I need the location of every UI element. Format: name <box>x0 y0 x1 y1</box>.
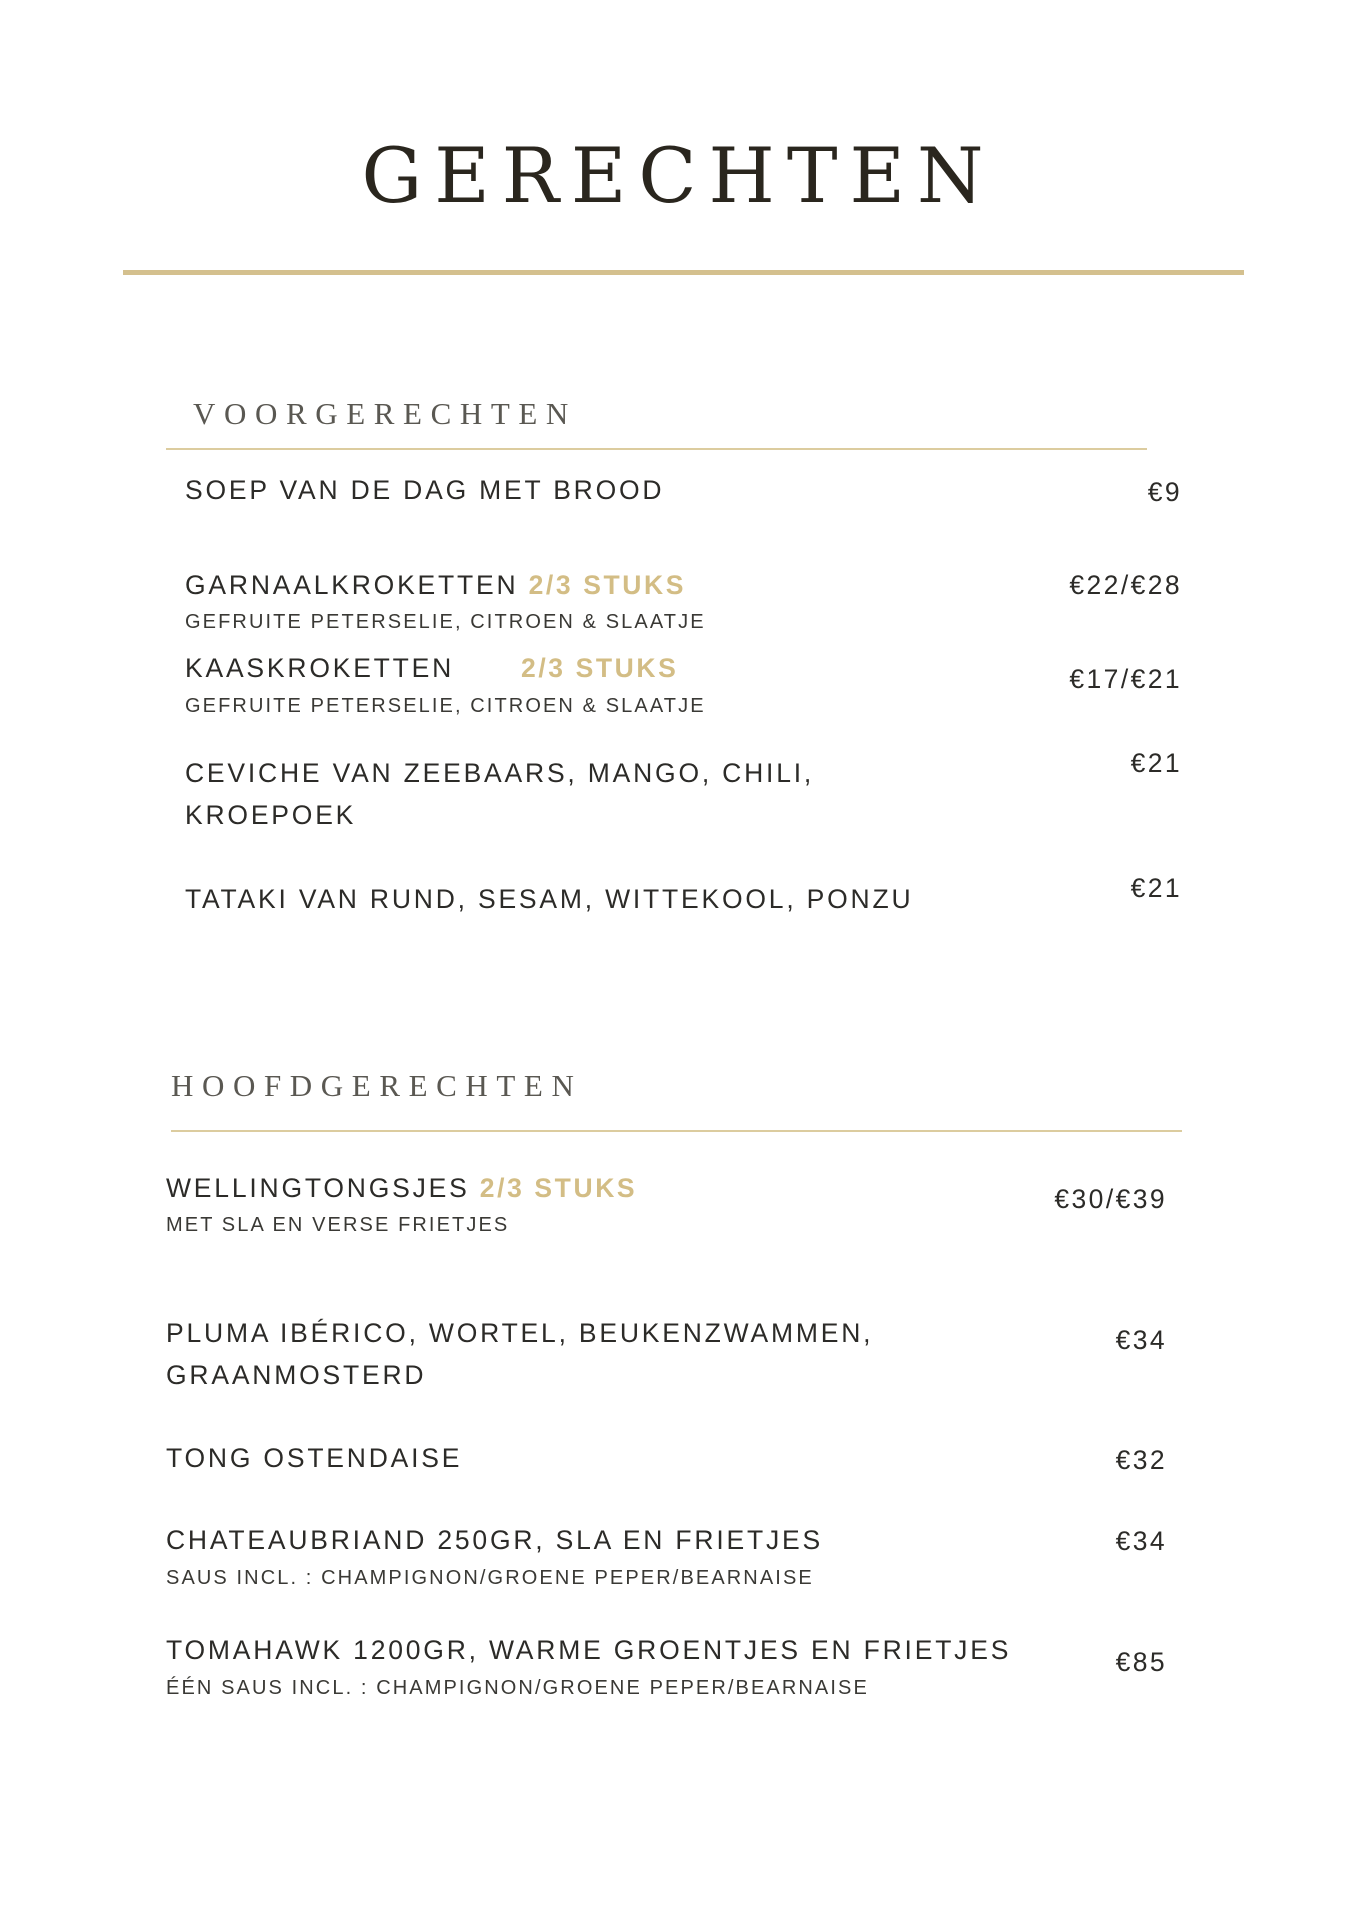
section-divider-hoofdgerechten <box>171 1130 1182 1132</box>
menu-item-name <box>166 1168 637 1209</box>
menu-item-price: €34 <box>1115 1526 1167 1556</box>
menu-item-price: €21 <box>1130 873 1182 903</box>
menu-item-price: €9 <box>1147 477 1182 507</box>
menu-item-price: €22/€28 <box>1069 570 1182 600</box>
section-heading-hoofdgerechten: HOOFDGERECHTEN <box>171 1068 583 1103</box>
menu-item-quantity: 2/3 STUKS <box>479 1173 638 1203</box>
menu-item-name: SOEP VAN DE DAG MET BROOD <box>185 475 665 505</box>
menu-item-price: €21 <box>1130 748 1182 778</box>
section-divider-voorgerechten <box>166 448 1147 450</box>
menu-item-price: €34 <box>1115 1325 1167 1355</box>
menu-item-name: TATAKI VAN RUND, SESAM, WITTEKOOL, PONZU <box>185 884 914 914</box>
menu-item-title: GARNAALKROKETTEN <box>185 570 519 600</box>
menu-item-title: WELLINGTONGSJES <box>166 1173 470 1203</box>
menu-item-price: €32 <box>1115 1445 1167 1475</box>
title-divider <box>123 270 1244 275</box>
menu-item-price: €85 <box>1115 1647 1167 1677</box>
menu-item-description: ÉÉN SAUS INCL. : CHAMPIGNON/GROENE PEPER/BEARNAISE <box>166 1677 869 1699</box>
menu-item-name: TONG OSTENDAISE <box>166 1443 463 1473</box>
menu-item-name: KAASKROKETTEN <box>185 653 455 683</box>
page-title: GERECHTEN <box>361 131 996 220</box>
section-heading-voorgerechten: VOORGERECHTEN <box>193 396 577 431</box>
menu-item-name: CHATEAUBRIAND 250GR, SLA EN FRIETJES <box>166 1525 823 1555</box>
menu-item-description: GEFRUITE PETERSELIE, CITROEN & SLAATJE <box>185 611 706 633</box>
menu-item-name: PLUMA IBÉRICO, WORTEL, BEUKENZWAMMEN, <box>166 1318 874 1348</box>
menu-item-price: €30/€39 <box>1054 1184 1167 1214</box>
menu-item-description: SAUS INCL. : CHAMPIGNON/GROENE PEPER/BEARNAISE <box>166 1567 814 1589</box>
menu-item-name-line2: GRAANMOSTERD <box>166 1360 427 1390</box>
menu-item-price: €17/€21 <box>1069 664 1182 694</box>
menu-item-name <box>185 565 686 606</box>
menu-item-description: MET SLA EN VERSE FRIETJES <box>166 1214 510 1236</box>
menu-item-name-line2: KROEPOEK <box>185 800 357 830</box>
menu-item-name: TOMAHAWK 1200GR, WARME GROENTJES EN FRIETJES <box>166 1635 1012 1665</box>
menu-item-quantity: 2/3 STUKS <box>528 570 687 600</box>
menu-item-name: CEVICHE VAN ZEEBAARS, MANGO, CHILI, <box>185 758 815 788</box>
menu-item-quantity: 2/3 STUKS <box>521 653 679 683</box>
menu-item-description: GEFRUITE PETERSELIE, CITROEN & SLAATJE <box>185 695 706 717</box>
